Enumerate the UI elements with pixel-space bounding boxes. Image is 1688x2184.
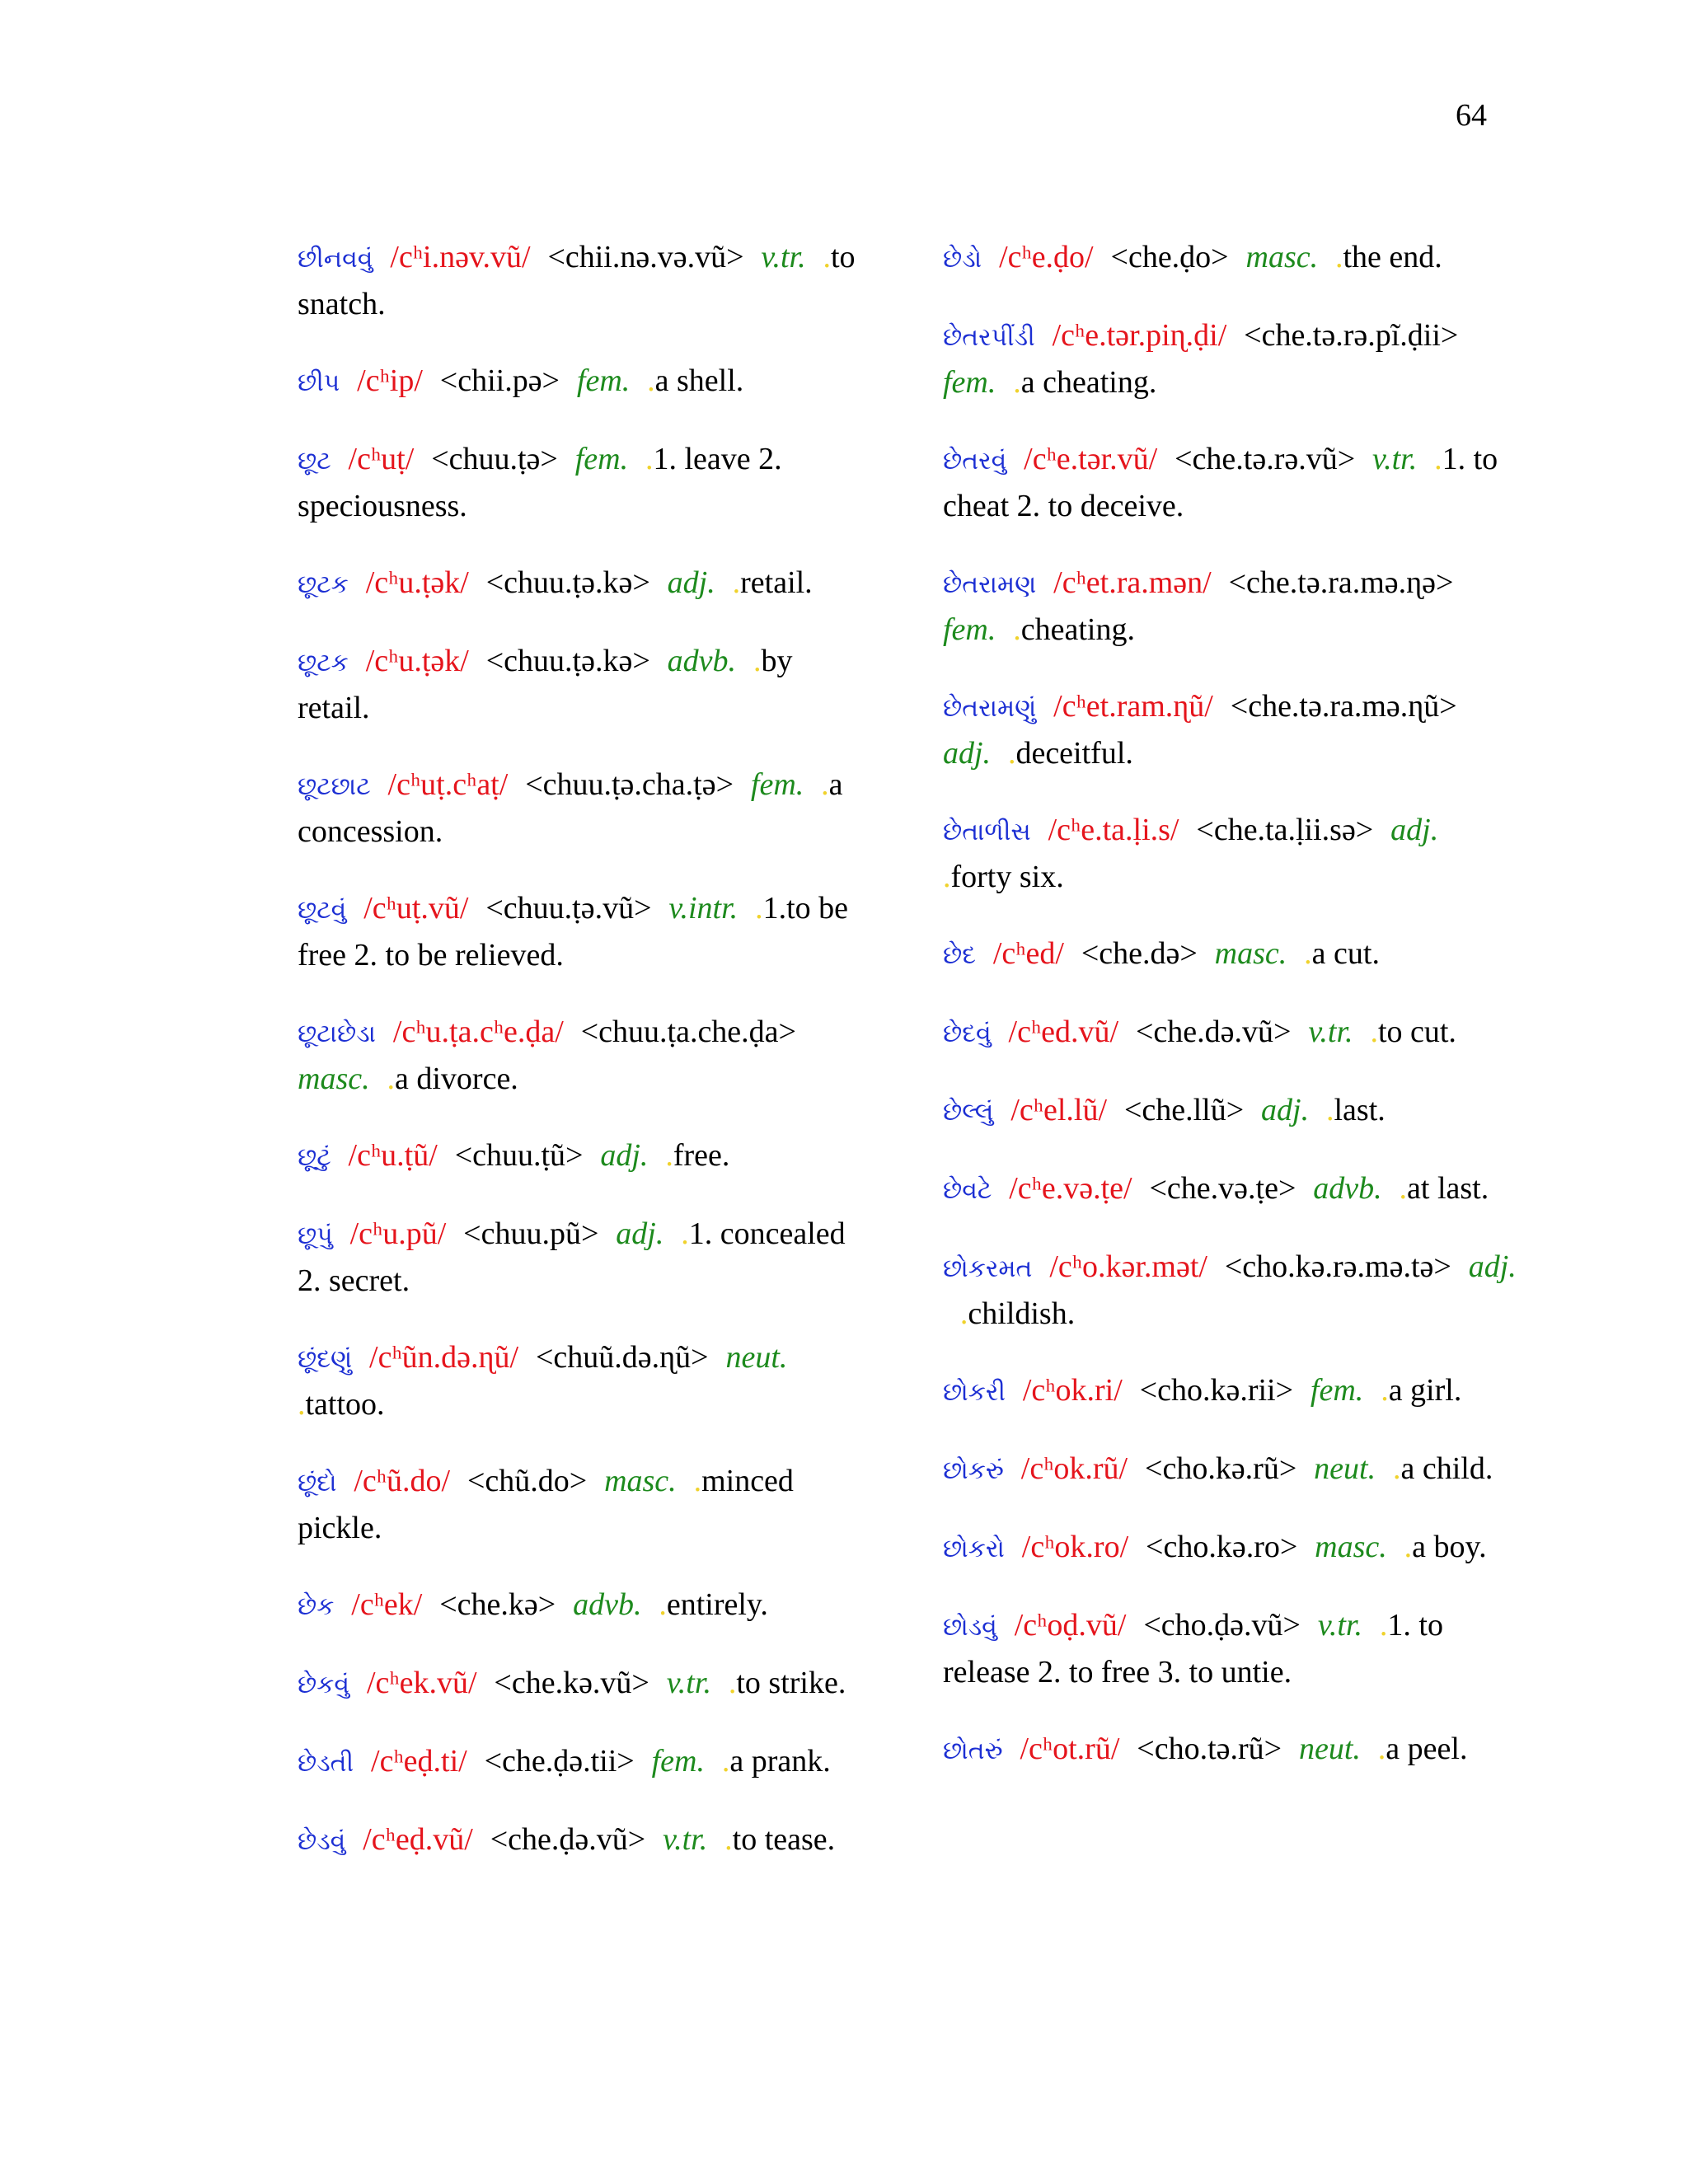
definition: by retail. — [298, 644, 793, 725]
headword: છીનવવું — [298, 245, 373, 274]
page-number: 64 — [1456, 98, 1487, 133]
right-column — [943, 235, 1520, 1805]
dictionary-entry — [943, 931, 1520, 978]
headword: છૂટક — [298, 570, 349, 599]
transliteration: <cho.kə.rii> — [1139, 1373, 1294, 1408]
headword: છેદ — [943, 941, 976, 970]
transliteration: <chii.pə> — [439, 363, 560, 398]
part-of-speech: adj. — [667, 565, 715, 600]
transliteration: <chuu.ṭũ> — [454, 1138, 584, 1173]
part-of-speech: fem. — [651, 1744, 705, 1779]
dictionary-entry — [943, 1088, 1520, 1135]
ipa-pronunciation: /cʰe.tər.vũ/ — [1024, 442, 1158, 476]
dictionary-entry — [943, 1010, 1520, 1057]
dictionary-entry — [298, 1133, 858, 1180]
headword: છેદવું — [943, 1019, 992, 1048]
marker-dot: . — [1434, 442, 1442, 476]
headword: છોતરું — [943, 1736, 1003, 1765]
part-of-speech: v.tr. — [666, 1666, 711, 1700]
headword: છોડવું — [943, 1613, 997, 1642]
definition: a cheating. — [1020, 365, 1157, 400]
left-column — [298, 235, 858, 1896]
headword: છીપ — [298, 368, 340, 397]
marker-dot: . — [665, 1138, 673, 1173]
ipa-pronunciation: /cʰel.lũ/ — [1010, 1093, 1108, 1127]
dictionary-entry — [298, 1459, 858, 1551]
definition: 1. to release 2. to free 3. to untie. — [943, 1608, 1443, 1690]
transliteration: <che.tə.rə.vũ> — [1175, 442, 1356, 476]
definition: to cut. — [1377, 1015, 1456, 1049]
transliteration: <cho.ḍə.vũ> — [1143, 1608, 1301, 1643]
ipa-pronunciation: /cʰip/ — [357, 363, 423, 398]
definition: to snatch. — [298, 240, 856, 321]
dictionary-entry — [943, 1166, 1520, 1213]
definition: retail. — [740, 565, 813, 600]
ipa-pronunciation: /cʰu.ṭək/ — [365, 644, 469, 678]
ipa-pronunciation: /cʰi.nəv.vũ/ — [390, 240, 531, 274]
part-of-speech: neut. — [725, 1340, 788, 1375]
part-of-speech: fem. — [750, 767, 804, 802]
definition: minced pickle. — [298, 1464, 794, 1545]
dictionary-entry — [943, 313, 1520, 405]
headword: છેલ્લું — [943, 1098, 994, 1127]
headword: છેડતી — [298, 1749, 354, 1778]
transliteration: <chii.nə.və.vũ> — [547, 240, 744, 274]
headword: છેતરામણ — [943, 570, 1037, 599]
dictionary-entry — [943, 437, 1520, 529]
dictionary-entry — [298, 639, 858, 731]
ipa-pronunciation: /cʰe.ta.ḷi.s/ — [1048, 813, 1179, 847]
part-of-speech: masc. — [1245, 240, 1319, 274]
ipa-pronunciation: /cʰuṭ.vũ/ — [363, 891, 469, 926]
dictionary-entry — [298, 762, 858, 855]
transliteration: <chuu.pũ> — [463, 1216, 599, 1251]
part-of-speech: neut. — [1298, 1732, 1361, 1766]
definition: a cut. — [1311, 936, 1380, 971]
definition: a child. — [1400, 1451, 1493, 1486]
ipa-pronunciation: /cʰot.rũ/ — [1020, 1732, 1120, 1766]
definition: forty six. — [950, 860, 1064, 894]
part-of-speech: masc. — [1214, 936, 1287, 971]
part-of-speech: adj. — [600, 1138, 649, 1173]
ipa-pronunciation: /cʰu.ṭũ/ — [348, 1138, 438, 1173]
dictionary-entry — [298, 886, 858, 978]
dictionary-entry — [943, 1244, 1520, 1337]
ipa-pronunciation: /cʰe.ḍo/ — [999, 240, 1094, 274]
dictionary-entry — [298, 235, 858, 327]
marker-dot: . — [821, 767, 829, 802]
transliteration: <chũ.do> — [467, 1464, 588, 1498]
ipa-pronunciation: /cʰeḍ.ti/ — [371, 1744, 467, 1779]
part-of-speech: v.tr. — [761, 240, 806, 274]
marker-dot: . — [645, 442, 654, 476]
transliteration: <che.ḍə.tii> — [484, 1744, 635, 1779]
transliteration: <chuũ.də.ɳũ> — [535, 1340, 709, 1375]
ipa-pronunciation: /cʰu.ṭa.cʰe.ḍa/ — [392, 1015, 564, 1049]
part-of-speech: masc. — [604, 1464, 677, 1498]
headword: છૂપું — [298, 1221, 333, 1250]
definition: last. — [1334, 1093, 1386, 1127]
definition: a prank. — [729, 1744, 831, 1779]
definition: childish. — [968, 1296, 1076, 1331]
dictionary-entry — [298, 1212, 858, 1304]
headword: છૂટું — [298, 1143, 331, 1172]
dictionary-entry — [298, 1739, 858, 1786]
marker-dot: . — [755, 891, 763, 926]
marker-dot: . — [823, 240, 831, 274]
definition: the end. — [1343, 240, 1442, 274]
marker-dot: . — [1013, 365, 1021, 400]
transliteration: <che.də.vũ> — [1136, 1015, 1292, 1049]
transliteration: <che.ḍə.vũ> — [490, 1822, 646, 1857]
marker-dot: . — [1379, 1608, 1388, 1643]
marker-dot: . — [1335, 240, 1343, 274]
transliteration: <che.kə.vũ> — [494, 1666, 649, 1700]
part-of-speech: advb. — [1313, 1171, 1382, 1206]
transliteration: <cho.tə.rũ> — [1137, 1732, 1282, 1766]
definition: a boy. — [1412, 1530, 1487, 1564]
dictionary-entry — [298, 560, 858, 607]
part-of-speech: v.tr. — [1308, 1015, 1353, 1049]
ipa-pronunciation: /cʰũn.də.ɳũ/ — [369, 1340, 519, 1375]
marker-dot: . — [1326, 1093, 1334, 1127]
headword: છોકરો — [943, 1535, 1005, 1563]
part-of-speech: fem. — [576, 363, 631, 398]
dictionary-entry — [298, 359, 858, 405]
definition: to strike. — [736, 1666, 846, 1700]
definition: cheating. — [1020, 612, 1135, 647]
ipa-pronunciation: /cʰu.ṭək/ — [365, 565, 469, 600]
part-of-speech: masc. — [1315, 1530, 1387, 1564]
transliteration: <che.tə.ra.mə.ɳũ> — [1230, 689, 1457, 724]
definition: 1. concealed 2. secret. — [298, 1216, 846, 1298]
ipa-pronunciation: /cʰek.vũ/ — [366, 1666, 477, 1700]
dictionary-entry — [943, 235, 1520, 282]
headword: છૂટછાટ — [298, 772, 371, 801]
part-of-speech: fem. — [943, 612, 996, 647]
marker-dot: . — [1381, 1373, 1389, 1408]
transliteration: <che.tə.ra.mə.ɳə> — [1228, 565, 1454, 600]
transliteration: <cho.kə.rə.mə.tə> — [1224, 1249, 1451, 1284]
dictionary-entry — [943, 1525, 1520, 1572]
headword: છેવટે — [943, 1176, 992, 1205]
definition: 1. to cheat 2. to deceive. — [943, 442, 1498, 523]
ipa-pronunciation: /cʰed/ — [992, 936, 1064, 971]
transliteration: <che.ḍo> — [1110, 240, 1229, 274]
dictionary-entry — [943, 1603, 1520, 1695]
part-of-speech: adj. — [616, 1216, 664, 1251]
ipa-pronunciation: /cʰuṭ/ — [348, 442, 415, 476]
transliteration: <che.llũ> — [1123, 1093, 1245, 1127]
dictionary-entry — [943, 1727, 1520, 1774]
marker-dot: . — [659, 1587, 667, 1622]
marker-dot: . — [732, 565, 741, 600]
dictionary-entry — [943, 1368, 1520, 1415]
definition: entirely. — [666, 1587, 768, 1622]
definition: at last. — [1407, 1171, 1489, 1206]
part-of-speech: adj. — [1468, 1249, 1517, 1284]
dictionary-entry — [298, 1582, 858, 1629]
ipa-pronunciation: /cʰed.vũ/ — [1008, 1015, 1119, 1049]
headword: છૂટવું — [298, 896, 347, 925]
definition: deceitful. — [1015, 736, 1133, 771]
marker-dot: . — [1392, 1451, 1401, 1486]
transliteration: <chuu.ṭə> — [431, 442, 558, 476]
ipa-pronunciation: /cʰoḍ.vũ/ — [1014, 1608, 1127, 1643]
ipa-pronunciation: /cʰet.ram.ɳũ/ — [1053, 689, 1213, 724]
marker-dot: . — [1377, 1732, 1386, 1766]
marker-dot: . — [1304, 936, 1312, 971]
headword: છોકરું — [943, 1456, 1004, 1485]
part-of-speech: adj. — [1390, 813, 1439, 847]
transliteration: <chuu.ṭə.cha.ṭə> — [525, 767, 734, 802]
dictionary-entry — [943, 684, 1520, 776]
ipa-pronunciation: /cʰe.tər.piɳ.ḍi/ — [1052, 318, 1227, 353]
transliteration: <chuu.ṭa.che.ḍa> — [580, 1015, 796, 1049]
ipa-pronunciation: /cʰu.pũ/ — [349, 1216, 447, 1251]
headword: છૂટ — [298, 447, 331, 476]
ipa-pronunciation: /cʰũ.do/ — [354, 1464, 451, 1498]
marker-dot: . — [387, 1062, 395, 1096]
ipa-pronunciation: /cʰek/ — [351, 1587, 423, 1622]
part-of-speech: fem. — [574, 442, 629, 476]
headword: છૂંદણું — [298, 1345, 353, 1374]
headword: છેતરામણું — [943, 694, 1037, 723]
definition: free. — [673, 1138, 730, 1173]
marker-dot: . — [693, 1464, 702, 1498]
transliteration: <chuu.ṭə.vũ> — [485, 891, 652, 926]
transliteration: <che.də> — [1081, 936, 1198, 971]
definition: tattoo. — [305, 1387, 385, 1422]
headword: છૂટાછેડા — [298, 1019, 377, 1048]
ipa-pronunciation: /cʰuṭ.cʰaṭ/ — [387, 767, 509, 802]
headword: છેડવું — [298, 1827, 346, 1856]
transliteration: <cho.kə.rũ> — [1145, 1451, 1297, 1486]
dictionary-entry — [298, 437, 858, 529]
headword: છેકવું — [298, 1671, 350, 1699]
marker-dot: . — [1013, 612, 1021, 647]
ipa-pronunciation: /cʰo.kər.mət/ — [1049, 1249, 1207, 1284]
transliteration: <che.və.ṭe> — [1149, 1171, 1296, 1206]
ipa-pronunciation: /cʰok.ri/ — [1022, 1373, 1123, 1408]
marker-dot: . — [1007, 736, 1016, 771]
marker-dot: . — [1404, 1530, 1413, 1564]
dictionary-entry — [298, 1335, 858, 1427]
headword: છોકરી — [943, 1378, 1006, 1407]
dictionary-entry — [943, 808, 1520, 900]
part-of-speech: fem. — [943, 365, 996, 400]
part-of-speech: masc. — [298, 1062, 370, 1096]
headword: છેતરપીંડી — [943, 323, 1035, 352]
ipa-pronunciation: /cʰet.ra.mən/ — [1053, 565, 1212, 600]
marker-dot: . — [681, 1216, 689, 1251]
definition: 1. leave 2. speciousness. — [298, 442, 782, 523]
definition: a divorce. — [395, 1062, 518, 1096]
ipa-pronunciation: /cʰe.və.ṭe/ — [1009, 1171, 1132, 1206]
ipa-pronunciation: /cʰok.rũ/ — [1020, 1451, 1128, 1486]
headword: છૂંદો — [298, 1469, 337, 1497]
transliteration: <cho.kə.ro> — [1146, 1530, 1298, 1564]
marker-dot: . — [959, 1296, 968, 1331]
definition: a shell. — [654, 363, 744, 398]
headword: છેડો — [943, 245, 982, 274]
transliteration: <che.kə> — [439, 1587, 556, 1622]
dictionary-entry — [943, 560, 1520, 653]
ipa-pronunciation: /cʰeḍ.vũ/ — [363, 1822, 473, 1857]
definition: a peel. — [1386, 1732, 1468, 1766]
part-of-speech: neut. — [1314, 1451, 1376, 1486]
part-of-speech: v.tr. — [1372, 442, 1418, 476]
marker-dot: . — [724, 1822, 733, 1857]
dictionary-entry — [943, 1446, 1520, 1493]
part-of-speech: v.tr. — [1317, 1608, 1363, 1643]
headword: છેક — [298, 1592, 335, 1621]
part-of-speech: fem. — [1310, 1373, 1364, 1408]
dictionary-entry — [298, 1661, 858, 1708]
marker-dot: . — [943, 860, 951, 894]
part-of-speech: v.intr. — [668, 891, 738, 926]
marker-dot: . — [753, 644, 762, 678]
definition: a concession. — [298, 767, 843, 849]
part-of-speech: adj. — [1261, 1093, 1310, 1127]
definition: 1.to be free 2. to be relieved. — [298, 891, 848, 972]
transliteration: <che.tə.rə.pĩ.ḍii> — [1244, 318, 1459, 353]
part-of-speech: adj. — [943, 736, 992, 771]
headword: છેતાળીસ — [943, 818, 1031, 846]
definition: a girl. — [1388, 1373, 1462, 1408]
headword: છોકરમત — [943, 1254, 1033, 1283]
definition: to tease. — [732, 1822, 836, 1857]
part-of-speech: v.tr. — [663, 1822, 708, 1857]
part-of-speech: advb. — [573, 1587, 642, 1622]
part-of-speech: advb. — [667, 644, 737, 678]
marker-dot: . — [728, 1666, 737, 1700]
transliteration: <chuu.ṭə.kə> — [485, 565, 650, 600]
marker-dot: . — [298, 1387, 306, 1422]
ipa-pronunciation: /cʰok.ro/ — [1021, 1530, 1129, 1564]
marker-dot: . — [1399, 1171, 1408, 1206]
marker-dot: . — [1370, 1015, 1378, 1049]
headword: છૂટક — [298, 649, 349, 677]
transliteration: <chuu.ṭə.kə> — [485, 644, 650, 678]
headword: છેતરવું — [943, 447, 1007, 476]
dictionary-entry — [298, 1010, 858, 1102]
transliteration: <che.ta.ḷii.sə> — [1196, 813, 1374, 847]
dictionary-entry — [298, 1817, 858, 1864]
marker-dot: . — [647, 363, 655, 398]
marker-dot: . — [721, 1744, 730, 1779]
